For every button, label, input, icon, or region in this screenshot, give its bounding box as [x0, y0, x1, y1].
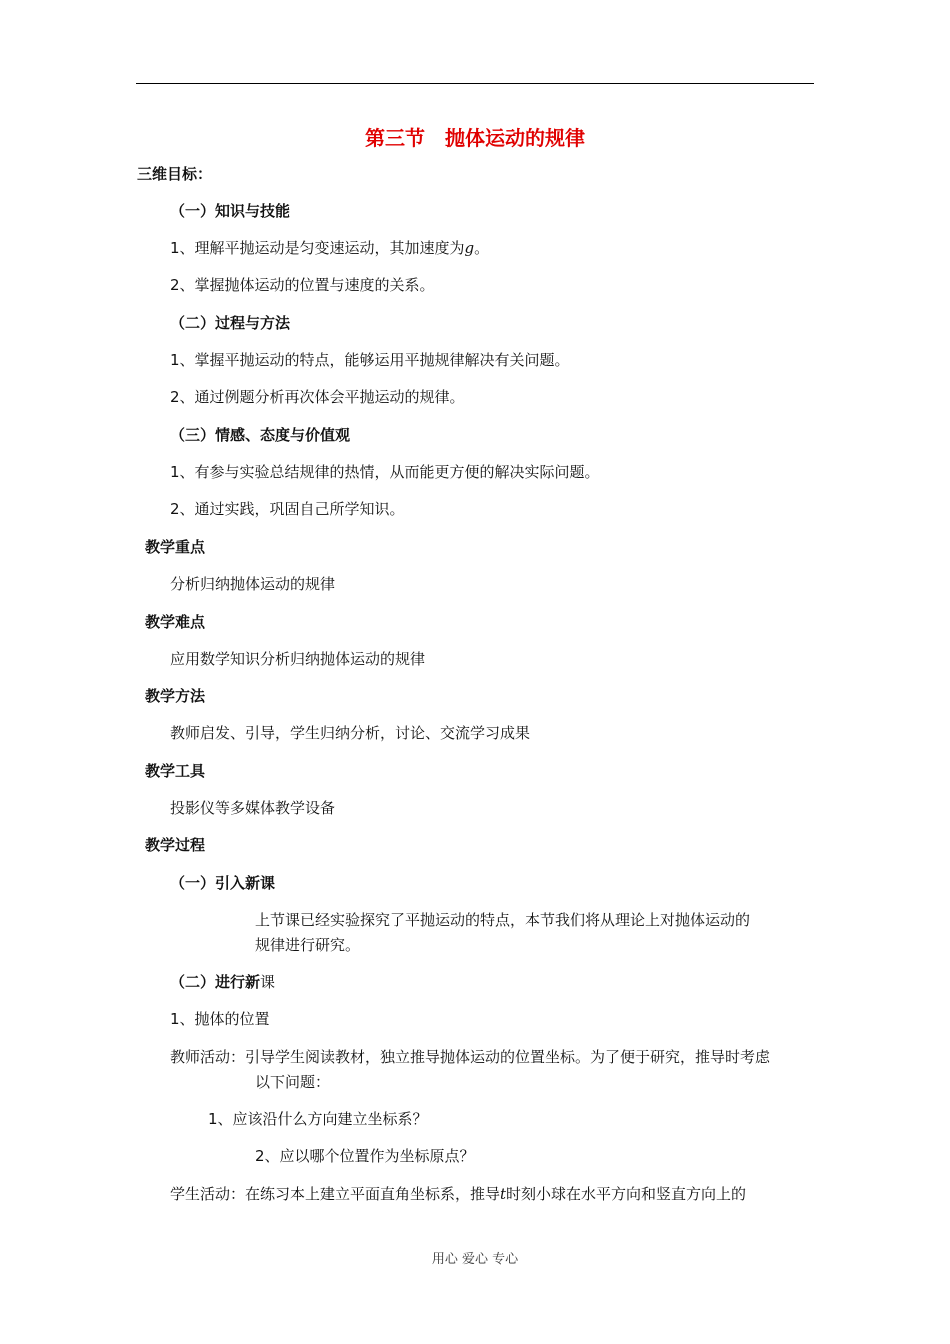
intro-text-line-2: 规律进行研究。 — [255, 936, 361, 954]
knowledge-heading: （一）知识与技能 — [170, 202, 291, 220]
tools-heading: 教学工具 — [145, 762, 206, 780]
difficulty-heading: 教学难点 — [145, 613, 206, 631]
new-lesson-heading — [170, 972, 275, 992]
symbol-t: t — [500, 1185, 507, 1203]
question-1: 1、应该沿什么方向建立坐标系？ — [208, 1110, 428, 1128]
emotion-item-1: 1、有参与实验总结规律的热情，从而能更方便的解决实际问题。 — [170, 463, 600, 481]
goals-heading: 三维目标： — [137, 165, 213, 183]
knowledge-item-1-end: 。 — [474, 239, 490, 257]
page-footer: 用心 爱心 专心 — [431, 1252, 519, 1267]
intro-text-line-1: 上节课已经实验探究了平抛运动的特点，本节我们将从理论上对抛体运动的 — [255, 911, 751, 929]
knowledge-item-2: 2、掌握抛体运动的位置与速度的关系。 — [170, 276, 435, 294]
student-activity-line — [170, 1184, 746, 1204]
key-point-text: 分析归纳抛体运动的规律 — [170, 575, 336, 593]
process-method-heading: （二）过程与方法 — [170, 314, 291, 332]
page-title: 第三节 抛体运动的规律 — [365, 126, 585, 150]
header-rule — [136, 83, 814, 84]
student-activity-text: 学生活动：在练习本上建立平面直角坐标系，推导 — [170, 1185, 501, 1203]
process-heading: 教学过程 — [145, 836, 206, 854]
knowledge-item-1-text: 1、理解平抛运动是匀变速运动，其加速度为 — [170, 239, 465, 257]
method-text: 教师启发、引导，学生归纳分析，讨论、交流学习成果 — [170, 724, 531, 742]
student-activity-text-end: 时刻小球在水平方向和竖直方向上的 — [506, 1185, 747, 1203]
teacher-activity-line-1: 教师活动：引导学生阅读教材，独立推导抛体运动的位置坐标。为了便于研究，推导时考虑 — [170, 1048, 771, 1066]
new-lesson-heading-rest: 课 — [260, 973, 276, 991]
method-heading: 教学方法 — [145, 687, 206, 705]
teacher-activity-line-2: 以下问题： — [255, 1073, 331, 1091]
difficulty-text: 应用数学知识分析归纳抛体运动的规律 — [170, 650, 426, 668]
symbol-g: g — [464, 239, 475, 257]
section-item-1: 1、抛体的位置 — [170, 1010, 270, 1028]
process-item-2: 2、通过例题分析再次体会平抛运动的规律。 — [170, 388, 465, 406]
knowledge-item-1 — [170, 238, 489, 258]
new-lesson-heading-bold: （二）进行新 — [170, 973, 261, 991]
tools-text: 投影仪等多媒体教学设备 — [170, 799, 336, 817]
emotion-item-2: 2、通过实践，巩固自己所学知识。 — [170, 500, 405, 518]
key-point-heading: 教学重点 — [145, 538, 206, 556]
question-2: 2、应以哪个位置作为坐标原点？ — [255, 1147, 475, 1165]
emotion-heading: （三）情感、态度与价值观 — [170, 426, 351, 444]
intro-heading: （一）引入新课 — [170, 874, 276, 892]
process-item-1: 1、掌握平抛运动的特点，能够运用平抛规律解决有关问题。 — [170, 351, 570, 369]
